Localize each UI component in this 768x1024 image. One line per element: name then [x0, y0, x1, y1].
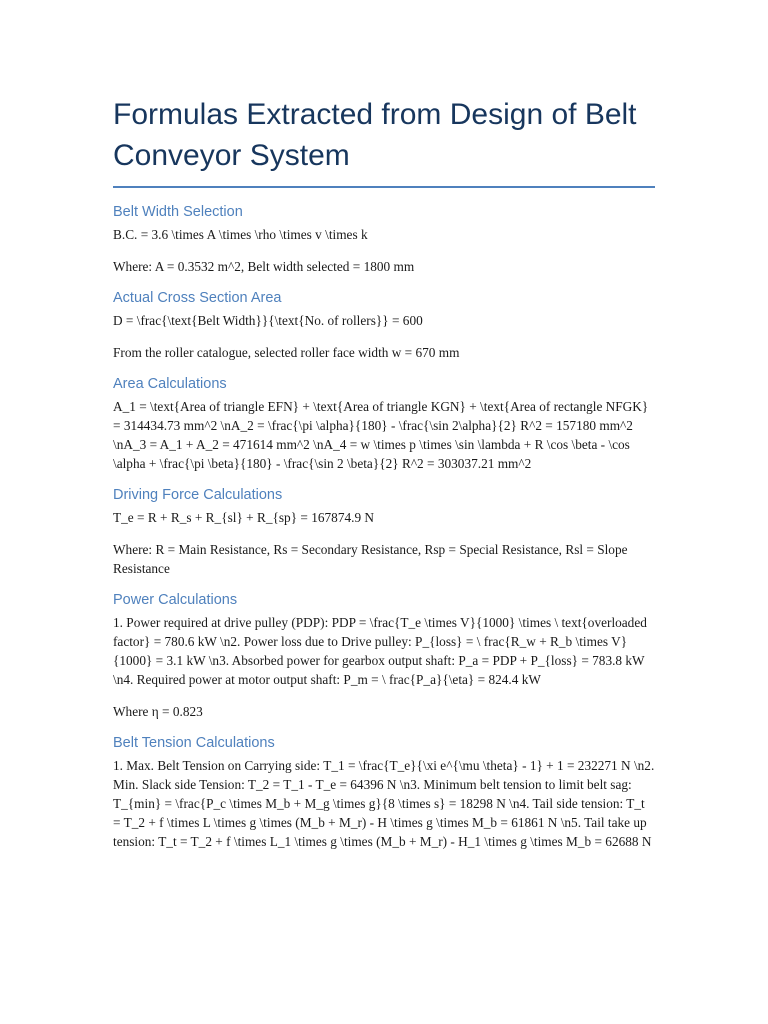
section-belt-width-selection — [113, 202, 655, 276]
note-paragraph: Where: R = Main Resistance, Rs = Secondary Resistance, Rsp = Special Resistance, Rsl = Slope Resistance — [113, 542, 628, 576]
section-heading: Actual Cross Section Area — [113, 290, 282, 306]
section-belt-tension-calculations — [113, 733, 655, 851]
note-paragraph: Where η = 0.823 — [113, 704, 203, 719]
formula-paragraph: 1. Power required at drive pulley (PDP): PDP = \frac{T_e \times V}{1000} \times \ text{overloaded factor} = 780.6 kW \n2. Power loss due to Drive pulley: P_{loss} = \ frac{R_w + R_b \times V}{1000} = 3.1 kW \n3. Absorbed power for gearbox output shaft: P_a = PDP + P_{loss} = 783.8 kW \n4. Required power at motor output shaft: P_m = \ frac{P_a}{\eta} = 824.4 kW — [113, 615, 647, 687]
section-heading: Belt Tension Calculations — [113, 735, 275, 751]
document-page — [113, 94, 655, 851]
formula-paragraph: B.C. = 3.6 \times A \times \rho \times v \times k — [113, 227, 368, 242]
section-driving-force-calculations — [113, 485, 655, 578]
formula-paragraph: D = \frac{\text{Belt Width}}{\text{No. of rollers}} = 600 — [113, 313, 423, 328]
section-heading: Area Calculations — [113, 376, 227, 392]
section-heading: Belt Width Selection — [113, 204, 243, 220]
formula-paragraph: A_1 = \text{Area of triangle EFN} + \text{Area of triangle KGN} + \text{Area of rectangle NFGK} = 314434.73 mm^2 \nA_2 = \frac{\pi \alpha}{180} - \frac{\sin 2\alpha}{2} R^2 = 157180 mm^2 \nA_3 = A_1 + A_2 = 471614 mm^2 \nA_4 = w \times p \times \sin \lambda + R \cos \beta - \cos \alpha + \frac{\pi \beta}{180} - \frac{\sin 2 \beta}{2} R^2 = 303037.21 mm^2 — [113, 399, 649, 471]
document-title: Formulas Extracted from Design of Belt Conveyor System — [113, 94, 655, 188]
formula-paragraph: T_e = R + R_s + R_{sl} + R_{sp} = 167874.9 N — [113, 510, 375, 525]
section-actual-cross-section-area — [113, 288, 655, 362]
section-heading: Driving Force Calculations — [113, 487, 283, 503]
section-area-calculations — [113, 374, 655, 473]
section-heading: Power Calculations — [113, 592, 238, 608]
note-paragraph: From the roller catalogue, selected roller face width w = 670 mm — [113, 345, 460, 360]
formula-paragraph: 1. Max. Belt Tension on Carrying side: T_1 = \frac{T_e}{\xi e^{\mu \theta} - 1} + 1 = 232271 N \n2. Min. Slack side Tension: T_2 = T_1 - T_e = 64396 N \n3. Minimum belt tension to limit belt sag: T_{min} = \frac{P_c \times M_b + M_g \times g}{8 \times s} = 18298 N \n4. Tail side tension: T_t = T_2 + f \times L \times g \times (M_b + M_r) - H \times g \times M_b = 61861 N \n5. Tail take up tension: T_t = T_2 + f \times L_1 \times g \times (M_b + M_r) - H_1 \times g \times M_b = 62688 N — [113, 758, 655, 849]
note-paragraph: Where: A = 0.3532 m^2, Belt width selected = 1800 mm — [113, 259, 415, 274]
section-power-calculations — [113, 590, 655, 721]
